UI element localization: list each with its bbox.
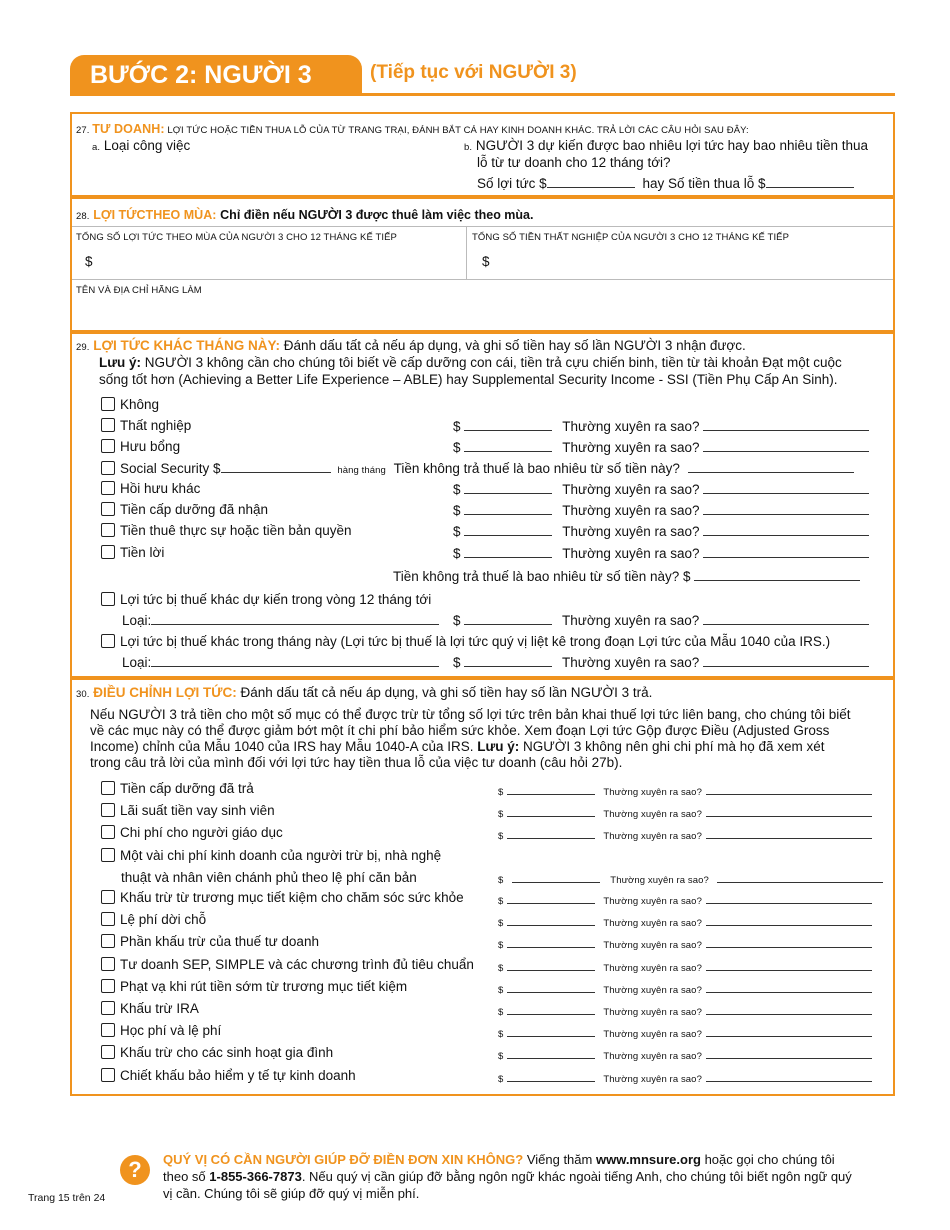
q29-income-checkbox[interactable]: [101, 523, 115, 537]
q30-adjustment-checkbox[interactable]: [101, 912, 115, 926]
header-rule: [70, 93, 895, 96]
q30-dollar: $: [498, 1051, 504, 1062]
q30-adjustment-row: [101, 1001, 199, 1016]
q30-how-often-label: Thường xuyên ra sao?: [603, 809, 702, 820]
q30-adjustment-checkbox[interactable]: [101, 1023, 115, 1037]
q28-col2-label: TỔNG SỐ TIỀN THẤT NGHIỆP CỦA NGƯỜI 3 CHO 12 THÁNG KẾ TIẾP: [472, 232, 790, 243]
q28-col1-label: TỔNG SỐ LỢI TỨC THEO MÙA CỦA NGƯỜI 3 CHO 12 THÁNG KẾ TIẾP: [76, 232, 397, 243]
q29-type-label: Loại:: [122, 613, 152, 628]
q29-label: LỢI TỨC KHÁC THÁNG NÀY:: [93, 338, 280, 353]
q30-frequency-input[interactable]: [706, 958, 872, 971]
q29-income-label: Hồi hưu khác: [120, 481, 201, 496]
q30-frequency-input[interactable]: [706, 826, 872, 839]
q30-frequency-input[interactable]: [706, 1024, 872, 1037]
q29-none-checkbox[interactable]: [101, 397, 115, 411]
q30-frequency-input[interactable]: [706, 1046, 872, 1059]
q30-amount-input[interactable]: [507, 782, 595, 795]
q30-amount-input[interactable]: [507, 804, 595, 817]
q30-amount-input[interactable]: [507, 958, 595, 971]
page-number: Trang 15 trên 24: [28, 1192, 106, 1204]
q29-dollar: $: [453, 503, 461, 518]
q30-adjustment-label: Khấu trừ IRA: [120, 1001, 199, 1016]
q27b-letter: b.: [464, 142, 473, 153]
q29-how-often-label: Thường xuyên ra sao?: [562, 482, 700, 497]
q30-adjustment-checkbox[interactable]: [101, 1068, 115, 1082]
q30-frequency-input[interactable]: [706, 913, 872, 926]
q29-income-row: [101, 481, 200, 496]
help-question-icon: ?: [120, 1155, 150, 1185]
q30-adjustment-row: [101, 825, 283, 840]
q27a-letter: a.: [92, 142, 101, 153]
q30-amount-input[interactable]: [507, 1069, 595, 1082]
q29-frequency-input[interactable]: [703, 418, 869, 431]
q30-number: 30.: [76, 689, 90, 700]
question-27: [70, 112, 895, 197]
q29-frequency-input[interactable]: [703, 523, 869, 536]
q28-employer-input[interactable]: [80, 300, 880, 322]
q30-adjustment-row: [101, 912, 206, 927]
q29-other-taxable-month-checkbox[interactable]: [101, 634, 115, 648]
q30-label: ĐIỀU CHỈNH LỢI TỨC:: [93, 685, 237, 700]
q29-otm-frequency[interactable]: [703, 654, 869, 667]
q30-adjustment-row: [101, 803, 275, 818]
q29-dollar: $: [453, 440, 461, 455]
q30-how-often-label: Thường xuyên ra sao?: [603, 918, 702, 929]
q29-untaxed-input[interactable]: [688, 460, 854, 473]
q30-adjustment-label: Khấu trừ cho các sinh hoạt gia đình: [120, 1045, 334, 1060]
q29-type-label-2: Loại:: [122, 655, 152, 670]
q29-other-taxable-type: [122, 612, 439, 628]
q28-number: 28.: [76, 211, 90, 222]
q30-how-often-label: Thường xuyên ra sao?: [603, 1051, 702, 1062]
q29-note-bold: Lưu ý:: [99, 355, 142, 370]
q27b-loss-label: hay Số tiền thua lỗ $: [642, 176, 766, 191]
q30-adjustment-row: [101, 1068, 356, 1083]
help-text-2: hoặc gọi cho: [704, 1152, 779, 1167]
section-header: [70, 55, 895, 97]
q30-amount-input[interactable]: [507, 826, 595, 839]
q30-amount-input[interactable]: [507, 1002, 595, 1015]
q30-adjustment-row: [101, 934, 319, 949]
q29-other-taxable-row: [101, 592, 431, 607]
q29-other-taxable-month-label: Lợi tức bị thuế khác trong tháng này (Lợi tức bị thuế là lợi tức quý vị liệt kê trong đoạn Lợi tức của Mẫu 1040 của IRS.): [120, 634, 831, 649]
q30-text: Đánh dấu tất cả nếu áp dụng, và ghi số tiền hay số lần NGƯỜI 3 trả.: [240, 685, 653, 700]
q29-social-security-row: [101, 460, 854, 476]
q29-untaxed-row: [393, 568, 860, 584]
q30-amount-input[interactable]: [507, 913, 595, 926]
q30-adjustment-label: Học phí và lệ phí: [120, 1023, 222, 1038]
q30-frequency-input[interactable]: [706, 804, 872, 817]
q30-p3b: NGƯỜI 3 không nên ghi chi phí mà họ đã xem xét: [523, 739, 825, 754]
q29-ot-frequency[interactable]: [703, 612, 869, 625]
q30-how-often-label: Thường xuyên ra sao?: [603, 896, 702, 907]
q30-frequency-input[interactable]: [706, 1002, 872, 1015]
q30-adjustment-label: Phạt vạ khi rút tiền sớm từ trương mục tiết kiệm: [120, 979, 408, 994]
q30-adjustment-label: Khấu trừ từ trương mục tiết kiệm cho chăm sóc sức khỏe: [120, 890, 464, 905]
q27-text: LỢI TỨC HOẶC TIỀN THUA LỖ CỦA TỪ TRANG TRẠI, ĐÁNH BẮT CÁ HAY KINH DOANH KHÁC. TRẢ LỜI CÁC CÂU HỎI SAU ĐÂY:: [167, 125, 749, 136]
q29-how-often-label: Thường xuyên ra sao?: [562, 524, 700, 539]
q29-income-label: Thất nghiệp: [120, 418, 192, 433]
q30-business-dollar: $: [498, 875, 504, 886]
q30-p4: trong câu trả lời của mình đối với lợi tức hay tiền thua lỗ của việc tư doanh (câu hỏi 27b).: [90, 755, 623, 770]
q30-frequency-input[interactable]: [706, 782, 872, 795]
q30-frequency-input[interactable]: [706, 891, 872, 904]
q30-adjustment-row: [101, 1023, 221, 1038]
q27b-text2: lỗ từ tư doanh cho 12 tháng tới?: [477, 155, 671, 170]
q30-dollar: $: [498, 831, 504, 842]
q29-frequency-input[interactable]: [703, 545, 869, 558]
q30-amount-input[interactable]: [507, 1024, 595, 1037]
step-title: BƯỚC 2: NGƯỜI 3: [70, 55, 362, 95]
help-heading: QUÝ VỊ CÓ CẦN NGƯỜI GIÚP ĐỠ ĐIỀN ĐƠN XIN KHÔNG?: [163, 1152, 524, 1167]
q29-income-label: Tiền thuê thực sự hoặc tiền bản quyền: [120, 523, 352, 538]
q29-other-taxable-month-type: [122, 654, 439, 670]
q29-frequency-input[interactable]: [703, 481, 869, 494]
q30-frequency-input[interactable]: [706, 935, 872, 948]
q30-p1: Nếu NGƯỜI 3 trả tiền cho một số mục có thể được trừ từ tổng số lợi tức trên bản khai thuế lợi tức liên bang, cho chúng tôi biết: [90, 707, 851, 722]
q29-untaxed-question: Tiền không trả thuế là bao nhiêu từ số tiền này?: [393, 461, 680, 476]
q30-business-how-often: Thường xuyên ra sao?: [610, 875, 709, 886]
q30-business-frequency[interactable]: [717, 870, 883, 883]
q29-social-security-label: Social Security $: [120, 461, 221, 476]
q29-income-row: [101, 502, 268, 517]
q29-income-row: [101, 545, 164, 560]
q29-income-checkbox[interactable]: [101, 439, 115, 453]
q29-income-label: Hưu bổng: [120, 439, 181, 454]
q30-adjustment-label: Tiền cấp dưỡng đã trả: [120, 781, 254, 796]
q30-adjustment-label: Lãi suất tiền vay sinh viên: [120, 803, 275, 818]
q30-adjustment-label: Chi phí cho người giáo dục: [120, 825, 283, 840]
q29-ot-how-often: Thường xuyên ra sao?: [562, 613, 700, 628]
q30-business-row: [101, 848, 441, 863]
q29-number: 29.: [76, 342, 90, 353]
q30-adjustment-row: [101, 781, 254, 796]
q30-how-often-label: Thường xuyên ra sao?: [603, 985, 702, 996]
q29-amount-input[interactable]: [464, 545, 552, 558]
q30-dollar: $: [498, 787, 504, 798]
help-text-3: chúng tôi theo số: [163, 1152, 835, 1184]
q29-otm-amount[interactable]: [464, 654, 552, 667]
q29-income-row: [101, 523, 351, 538]
q30-adjustment-label: Chiết khấu bảo hiểm y tế tự kinh doanh: [120, 1068, 356, 1083]
q29-monthly-label: hàng tháng: [337, 465, 386, 476]
q30-dollar: $: [498, 985, 504, 996]
question-30: [70, 678, 895, 1096]
q30-adjustment-checkbox[interactable]: [101, 781, 115, 795]
q28-unemployment-input[interactable]: [496, 252, 876, 272]
q30-p3: Income) chỉnh của Mẫu 1040 của IRS hay Mẫu 1040-A của IRS.: [90, 739, 474, 754]
q30-adjustment-checkbox[interactable]: [101, 825, 115, 839]
q30-adjustment-checkbox[interactable]: [101, 1001, 115, 1015]
q29-how-often-label: Thường xuyên ra sao?: [562, 419, 700, 434]
q29-income-row: [101, 418, 191, 433]
q30-p2: về các mục này có thể được giảm bớt một ít chi phí bảo hiểm sức khỏe. Xem đoạn Lợi tức Gộp được Điều (Adjusted Gross: [90, 723, 830, 738]
q30-adjustment-checkbox[interactable]: [101, 957, 115, 971]
q29-income-checkbox[interactable]: [101, 502, 115, 516]
q30-adjustment-checkbox[interactable]: [101, 1045, 115, 1059]
q27a-job-type-input[interactable]: [192, 138, 442, 156]
q30-how-often-label: Thường xuyên ra sao?: [603, 963, 702, 974]
q30-amount-input[interactable]: [507, 980, 595, 993]
q29-dollar: $: [453, 524, 461, 539]
q27a-text: Loại công việc: [103, 138, 191, 153]
q30-dollar: $: [498, 1007, 504, 1018]
q30-dollar: $: [498, 940, 504, 951]
q29-dollar: $: [453, 546, 461, 561]
q29-income-checkbox[interactable]: [101, 418, 115, 432]
q27b-loss-input[interactable]: [766, 175, 854, 188]
q30-how-often-label: Thường xuyên ra sao?: [603, 831, 702, 842]
q29-income-label: Tiền lời: [120, 545, 165, 560]
q30-dollar: $: [498, 896, 504, 907]
q29-type-input[interactable]: [151, 612, 439, 625]
q30-frequency-input[interactable]: [706, 980, 872, 993]
q30-dollar: $: [498, 1074, 504, 1085]
q29-untaxed-question-2: Tiền không trả thuế là bao nhiêu từ số tiền này? $: [393, 569, 691, 584]
q29-dollar: $: [453, 419, 461, 434]
q30-amount-input[interactable]: [507, 891, 595, 904]
q28-col1-dollar: $: [85, 254, 93, 269]
q29-frequency-input[interactable]: [703, 502, 869, 515]
q29-note2: sống tốt hơn (Achieving a Better Life Experience – ABLE) hay Supplemental Security Income - SSI (Tiền Phụ Cấp An Sinh).: [99, 372, 838, 387]
q30-how-often-label: Thường xuyên ra sao?: [603, 1074, 702, 1085]
q30-adjustment-row: [101, 979, 407, 994]
q29-untaxed-input-2[interactable]: [694, 568, 860, 581]
q29-amount-input[interactable]: [464, 502, 552, 515]
q30-business-label-1: Một vài chi phí kinh doanh của người trừ bị, nhà nghệ: [120, 848, 442, 863]
q30-how-often-label: Thường xuyên ra sao?: [603, 940, 702, 951]
q27b-profit-label: Số lợi tức $: [477, 176, 547, 191]
q30-adjustment-label: Phần khấu trừ của thuế tư doanh: [120, 934, 319, 949]
q27-number: 27.: [76, 125, 90, 136]
q29-amount-input[interactable]: [464, 481, 552, 494]
help-url-link[interactable]: www.mnsure.org: [595, 1152, 701, 1167]
q29-frequency-input[interactable]: [703, 439, 869, 452]
q28-label: LỢI TỨCTHEO MÙA:: [93, 208, 217, 222]
q29-amount-input[interactable]: [464, 439, 552, 452]
q29-none-row: [101, 397, 159, 412]
q29-income-row: [101, 439, 180, 454]
help-phone: 1-855-366-7873: [209, 1169, 302, 1184]
help-text-1: Viếng thăm: [526, 1152, 593, 1167]
q29-note1: NGƯỜI 3 không cần cho chúng tôi biết về cấp dưỡng con cái, tiền trả cựu chiến binh, tiền từ tài khoản Đạt một cuộc: [144, 355, 842, 370]
q30-how-often-label: Thường xuyên ra sao?: [603, 787, 702, 798]
q30-dollar: $: [498, 1029, 504, 1040]
q29-type-input-2[interactable]: [151, 654, 439, 667]
q29-income-checkbox[interactable]: [101, 545, 115, 559]
q30-business-checkbox[interactable]: [101, 848, 115, 862]
q30-adjustment-checkbox[interactable]: [101, 934, 115, 948]
q29-social-security-checkbox[interactable]: [101, 461, 115, 475]
q30-dollar: $: [498, 918, 504, 929]
q29-income-label: Tiền cấp dưỡng đã nhận: [120, 502, 268, 517]
q29-ot-dollar: $: [453, 613, 461, 628]
q30-business-amount[interactable]: [512, 870, 600, 883]
q29-social-security-amount[interactable]: [221, 460, 331, 473]
q29-how-often-label: Thường xuyên ra sao?: [562, 440, 700, 455]
q30-amount-input[interactable]: [507, 935, 595, 948]
q28-text: Chỉ điền nếu NGƯỜI 3 được thuê làm việc theo mùa.: [220, 208, 534, 222]
q30-adjustment-row: [101, 957, 474, 972]
q30-p3-bold: Lưu ý:: [477, 739, 520, 754]
q30-adjustment-checkbox[interactable]: [101, 803, 115, 817]
q28-col2-dollar: $: [482, 254, 490, 269]
q29-other-taxable-label: Lợi tức bị thuế khác dự kiến trong vòng 12 tháng tới: [120, 592, 432, 607]
q30-how-often-label: Thường xuyên ra sao?: [603, 1029, 702, 1040]
q29-amount-input[interactable]: [464, 418, 552, 431]
q30-adjustment-label: Lệ phí dời chỗ: [120, 912, 207, 927]
q27b-profit-input[interactable]: [547, 175, 635, 188]
q30-adjustment-label: Tư doanh SEP, SIMPLE và các chương trình đủ tiêu chuẩn: [120, 957, 474, 972]
q29-other-taxable-month-row: [101, 634, 830, 649]
help-text: [163, 1151, 863, 1202]
q30-frequency-input[interactable]: [706, 1069, 872, 1082]
q28-seasonal-income-input[interactable]: [98, 252, 448, 272]
q30-how-often-label: Thường xuyên ra sao?: [603, 1007, 702, 1018]
q29-how-often-label: Thường xuyên ra sao?: [562, 546, 700, 561]
q30-adjustment-row: [101, 1045, 333, 1060]
q29-other-taxable-checkbox[interactable]: [101, 592, 115, 606]
q27b-text1: NGƯỜI 3 dự kiến được bao nhiêu lợi tức hay bao nhiêu tiền thua: [475, 138, 869, 153]
q30-adjustment-row: [101, 890, 464, 905]
help-text-4: . Nếu quý vị cần giúp đỡ bằng ngôn ngữ khác ngoài tiếng Anh, cho chúng: [301, 1169, 726, 1184]
help-text-5: tôi biết ngôn ngữ quý vị cần. Chúng tôi sẽ giúp đỡ quý vị miễn phí.: [163, 1169, 852, 1201]
q30-dollar: $: [498, 963, 504, 974]
q29-none-label: Không: [120, 397, 160, 412]
step-subtitle: (Tiếp tục với NGƯỜI 3): [370, 62, 577, 83]
q30-business-label-2: thuật và nhân viên chánh phủ theo lệ phí căn bản: [121, 870, 417, 885]
q29-text: Đánh dấu tất cả nếu áp dụng, và ghi số tiền hay số lần NGƯỜI 3 nhận được.: [283, 338, 746, 353]
q29-income-checkbox[interactable]: [101, 481, 115, 495]
q29-ot-amount[interactable]: [464, 612, 552, 625]
q29-otm-how-often: Thường xuyên ra sao?: [562, 655, 700, 670]
question-29: [70, 332, 895, 678]
q27-label: TƯ DOANH:: [92, 122, 165, 136]
question-28: [70, 197, 895, 332]
q29-dollar: $: [453, 482, 461, 497]
q30-amount-input[interactable]: [507, 1046, 595, 1059]
q29-amount-input[interactable]: [464, 523, 552, 536]
q29-how-often-label: Thường xuyên ra sao?: [562, 503, 700, 518]
q30-adjustment-checkbox[interactable]: [101, 890, 115, 904]
q30-adjustment-checkbox[interactable]: [101, 979, 115, 993]
q28-employer-label: TÊN VÀ ĐỊA CHỈ HÃNG LÀM: [76, 285, 202, 296]
q29-otm-dollar: $: [453, 655, 461, 670]
q30-dollar: $: [498, 809, 504, 820]
